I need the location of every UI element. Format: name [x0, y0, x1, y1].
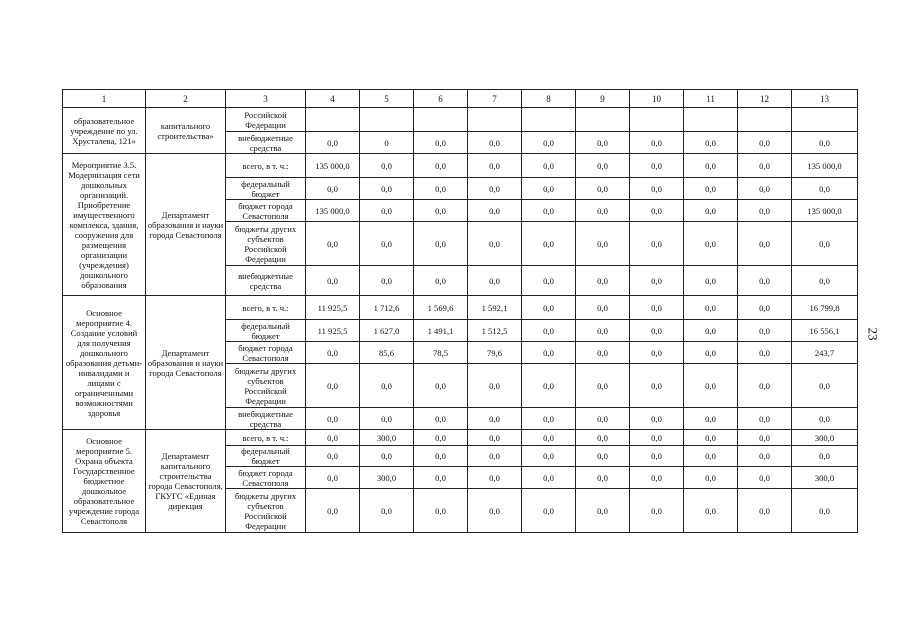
amount-cell: 0,0: [360, 364, 414, 408]
amount-cell: 0,0: [468, 467, 522, 489]
amount-cell: 0,0: [630, 446, 684, 467]
amount-cell: 0,0: [522, 320, 576, 342]
amount-cell: 0,0: [576, 222, 630, 266]
amount-cell: 0,0: [792, 132, 858, 154]
col-header: 4: [306, 90, 360, 108]
amount-cell: 300,0: [360, 467, 414, 489]
amount-cell: 0,0: [684, 320, 738, 342]
amount-cell: 0,0: [522, 342, 576, 364]
amount-cell: 0,0: [738, 489, 792, 533]
funding-source: Российской Федерации: [226, 108, 306, 132]
amount-cell: 0,0: [792, 222, 858, 266]
amount-cell: 0,0: [576, 320, 630, 342]
amount-cell: 0,0: [306, 489, 360, 533]
continued-activity-row: [63, 108, 858, 132]
amount-cell: 300,0: [792, 467, 858, 489]
amount-cell: 0,0: [468, 364, 522, 408]
amount-cell: 0,0: [522, 489, 576, 533]
amount-cell: 0,0: [414, 266, 468, 296]
funding-source: бюджет города Севастополя: [226, 342, 306, 364]
funding-source: бюджеты других субъектов Российской Федерации: [226, 222, 306, 266]
amount-cell: 16 556,1: [792, 320, 858, 342]
amount-cell: 0,0: [468, 430, 522, 446]
amount-cell: 0,0: [738, 467, 792, 489]
amount-cell: 0,0: [792, 446, 858, 467]
amount-cell: 1 627,0: [360, 320, 414, 342]
amount-cell: 0,0: [684, 178, 738, 200]
amount-cell: 0,0: [576, 467, 630, 489]
amount-cell: 0,0: [630, 200, 684, 222]
amount-cell: 1 712,6: [360, 296, 414, 320]
responsible-executor: Департамент капитального строительства города Севастополя, ГКУГС «Единая дирекция: [146, 430, 226, 533]
amount-cell: 0,0: [468, 178, 522, 200]
funding-source: всего, в т. ч.:: [226, 430, 306, 446]
amount-cell: 0,0: [792, 266, 858, 296]
amount-cell: 0,0: [684, 430, 738, 446]
amount-cell: 11 925,5: [306, 296, 360, 320]
amount-cell: 0,0: [576, 446, 630, 467]
amount-cell: 0,0: [306, 467, 360, 489]
amount-cell: 0,0: [576, 296, 630, 320]
amount-cell: 0,0: [630, 364, 684, 408]
amount-cell: 0,0: [522, 446, 576, 467]
amount-cell: 0,0: [738, 446, 792, 467]
page-number: 23: [865, 327, 881, 341]
amount-cell: 0,0: [792, 364, 858, 408]
col-header: 8: [522, 90, 576, 108]
amount-cell: 243,7: [792, 342, 858, 364]
amount-cell: 0,0: [684, 132, 738, 154]
amount-cell: [792, 108, 858, 132]
amount-cell: 0,0: [738, 342, 792, 364]
col-header: 3: [226, 90, 306, 108]
col-header: 13: [792, 90, 858, 108]
amount-cell: 0,0: [306, 408, 360, 430]
amount-cell: 0,0: [576, 132, 630, 154]
amount-cell: 0,0: [306, 222, 360, 266]
col-header: 1: [63, 90, 146, 108]
activity-name: Основное мероприятие 5. Охрана объекта Государственное бюджетное дошкольное образовательное учреждение города Севастополя: [63, 430, 146, 533]
amount-cell: [414, 108, 468, 132]
amount-cell: 0,0: [576, 266, 630, 296]
col-header: 5: [360, 90, 414, 108]
amount-cell: [522, 108, 576, 132]
amount-cell: 0,0: [738, 430, 792, 446]
amount-cell: 0,0: [414, 178, 468, 200]
col-header: 7: [468, 90, 522, 108]
funding-source: всего, в т. ч.:: [226, 296, 306, 320]
activity-3-5-row: [63, 154, 858, 178]
amount-cell: 1 512,5: [468, 320, 522, 342]
amount-cell: 0,0: [576, 489, 630, 533]
amount-cell: 0,0: [522, 364, 576, 408]
amount-cell: 0,0: [306, 178, 360, 200]
amount-cell: 0,0: [576, 408, 630, 430]
amount-cell: 0,0: [360, 200, 414, 222]
amount-cell: 135 000,0: [792, 200, 858, 222]
amount-cell: 0,0: [738, 364, 792, 408]
amount-cell: 1 569,6: [414, 296, 468, 320]
amount-cell: 11 925,5: [306, 320, 360, 342]
amount-cell: 0,0: [630, 320, 684, 342]
col-header: 10: [630, 90, 684, 108]
amount-cell: 0,0: [360, 222, 414, 266]
amount-cell: [360, 108, 414, 132]
amount-cell: 0,0: [360, 266, 414, 296]
amount-cell: [468, 108, 522, 132]
amount-cell: 0,0: [738, 408, 792, 430]
amount-cell: 0,0: [684, 467, 738, 489]
amount-cell: 0,0: [414, 364, 468, 408]
responsible-executor: Департамент образования и науки города Севастополя: [146, 296, 226, 430]
amount-cell: 1 491,1: [414, 320, 468, 342]
amount-cell: 0,0: [468, 266, 522, 296]
amount-cell: 0,0: [414, 132, 468, 154]
amount-cell: 0,0: [522, 430, 576, 446]
amount-cell: [630, 108, 684, 132]
amount-cell: 0,0: [468, 154, 522, 178]
amount-cell: 0,0: [684, 154, 738, 178]
funding-source: федеральный бюджет: [226, 446, 306, 467]
amount-cell: 0,0: [414, 222, 468, 266]
amount-cell: 0,0: [792, 489, 858, 533]
funding-source: внебюджетные средства: [226, 266, 306, 296]
amount-cell: 0,0: [630, 178, 684, 200]
amount-cell: 0,0: [522, 296, 576, 320]
amount-cell: 0,0: [360, 154, 414, 178]
funding-source: федеральный бюджет: [226, 320, 306, 342]
amount-cell: 0,0: [414, 489, 468, 533]
amount-cell: 0,0: [468, 132, 522, 154]
amount-cell: 0,0: [684, 446, 738, 467]
amount-cell: 0,0: [684, 489, 738, 533]
amount-cell: 0,0: [522, 132, 576, 154]
activity-name: Мероприятие 3.5. Модернизация сети дошкольных организаций. Приобретение имущественного комплекса, здания, сооружения для размещения организации (учреждения) дошкольного образования: [63, 154, 146, 296]
amount-cell: 0,0: [468, 446, 522, 467]
amount-cell: 0,0: [306, 430, 360, 446]
amount-cell: 0,0: [684, 266, 738, 296]
funding-source: бюджеты других субъектов Российской Федерации: [226, 489, 306, 533]
amount-cell: 0,0: [522, 200, 576, 222]
amount-cell: 0,0: [630, 489, 684, 533]
amount-cell: 1 592,1: [468, 296, 522, 320]
amount-cell: 0,0: [414, 408, 468, 430]
amount-cell: 0,0: [576, 364, 630, 408]
amount-cell: 0: [360, 132, 414, 154]
amount-cell: 0,0: [522, 154, 576, 178]
funding-source: всего, в т. ч.:: [226, 154, 306, 178]
amount-cell: 0,0: [630, 467, 684, 489]
amount-cell: 0,0: [738, 154, 792, 178]
amount-cell: 0,0: [360, 178, 414, 200]
amount-cell: 0,0: [306, 364, 360, 408]
amount-cell: 0,0: [576, 154, 630, 178]
amount-cell: 0,0: [468, 489, 522, 533]
funding-source: бюджет города Севастополя: [226, 200, 306, 222]
amount-cell: 135 000,0: [306, 200, 360, 222]
amount-cell: 0,0: [414, 200, 468, 222]
amount-cell: 0,0: [414, 154, 468, 178]
activity-4-row: [63, 296, 858, 320]
amount-cell: 135 000,0: [306, 154, 360, 178]
amount-cell: 0,0: [630, 222, 684, 266]
col-header: 9: [576, 90, 630, 108]
funding-source: бюджет города Севастополя: [226, 467, 306, 489]
amount-cell: [306, 108, 360, 132]
amount-cell: 0,0: [738, 296, 792, 320]
amount-cell: 300,0: [360, 430, 414, 446]
amount-cell: 0,0: [738, 200, 792, 222]
amount-cell: 0,0: [360, 489, 414, 533]
col-header: 6: [414, 90, 468, 108]
responsible-executor: капитального строительства»: [146, 108, 226, 154]
amount-cell: 0,0: [630, 296, 684, 320]
amount-cell: 0,0: [468, 408, 522, 430]
amount-cell: 135 000,0: [792, 154, 858, 178]
budget-table: [62, 89, 858, 533]
amount-cell: 300,0: [792, 430, 858, 446]
amount-cell: 0,0: [576, 342, 630, 364]
amount-cell: 0,0: [630, 266, 684, 296]
amount-cell: 0,0: [522, 266, 576, 296]
column-number-header-row: [63, 90, 858, 108]
amount-cell: 85,6: [360, 342, 414, 364]
funding-source: бюджеты других субъектов Российской Федерации: [226, 364, 306, 408]
funding-source: федеральный бюджет: [226, 178, 306, 200]
col-header: 12: [738, 90, 792, 108]
amount-cell: 16 799,8: [792, 296, 858, 320]
amount-cell: 0,0: [306, 446, 360, 467]
amount-cell: 0,0: [684, 200, 738, 222]
amount-cell: 0,0: [522, 178, 576, 200]
amount-cell: 0,0: [630, 408, 684, 430]
amount-cell: 0,0: [630, 154, 684, 178]
funding-source: внебюджетные средства: [226, 132, 306, 154]
activity-name: образовательное учреждение по ул. Хрусталева, 121»: [63, 108, 146, 154]
amount-cell: 0,0: [414, 467, 468, 489]
amount-cell: 0,0: [738, 266, 792, 296]
amount-cell: 0,0: [684, 364, 738, 408]
activity-5-row: [63, 430, 858, 446]
funding-source: внебюджетные средства: [226, 408, 306, 430]
amount-cell: 0,0: [684, 342, 738, 364]
activity-name: Основное мероприятие 4. Создание условий для получения дошкольного образования детьми-инвалидами и лицами с ограниченными возможностями здоровья: [63, 296, 146, 430]
amount-cell: 0,0: [630, 342, 684, 364]
amount-cell: 0,0: [684, 296, 738, 320]
amount-cell: 0,0: [576, 430, 630, 446]
amount-cell: 0,0: [684, 222, 738, 266]
amount-cell: 0,0: [792, 178, 858, 200]
amount-cell: 0,0: [738, 320, 792, 342]
amount-cell: 0,0: [468, 200, 522, 222]
amount-cell: 78,5: [414, 342, 468, 364]
amount-cell: 0,0: [360, 446, 414, 467]
amount-cell: 0,0: [306, 342, 360, 364]
amount-cell: 0,0: [522, 467, 576, 489]
amount-cell: 0,0: [576, 178, 630, 200]
col-header: 11: [684, 90, 738, 108]
amount-cell: 0,0: [684, 408, 738, 430]
amount-cell: 0,0: [630, 430, 684, 446]
amount-cell: [576, 108, 630, 132]
responsible-executor: Департамент образования и науки города Севастополя: [146, 154, 226, 296]
amount-cell: 0,0: [414, 446, 468, 467]
amount-cell: 0,0: [306, 266, 360, 296]
amount-cell: 0,0: [738, 222, 792, 266]
amount-cell: 0,0: [792, 408, 858, 430]
amount-cell: 0,0: [306, 132, 360, 154]
amount-cell: 0,0: [738, 132, 792, 154]
amount-cell: 0,0: [522, 408, 576, 430]
amount-cell: 0,0: [522, 222, 576, 266]
amount-cell: [738, 108, 792, 132]
amount-cell: 0,0: [414, 430, 468, 446]
amount-cell: [684, 108, 738, 132]
amount-cell: 0,0: [738, 178, 792, 200]
amount-cell: 0,0: [576, 200, 630, 222]
amount-cell: 79,6: [468, 342, 522, 364]
amount-cell: 0,0: [630, 132, 684, 154]
amount-cell: 0,0: [468, 222, 522, 266]
col-header: 2: [146, 90, 226, 108]
amount-cell: 0,0: [360, 408, 414, 430]
